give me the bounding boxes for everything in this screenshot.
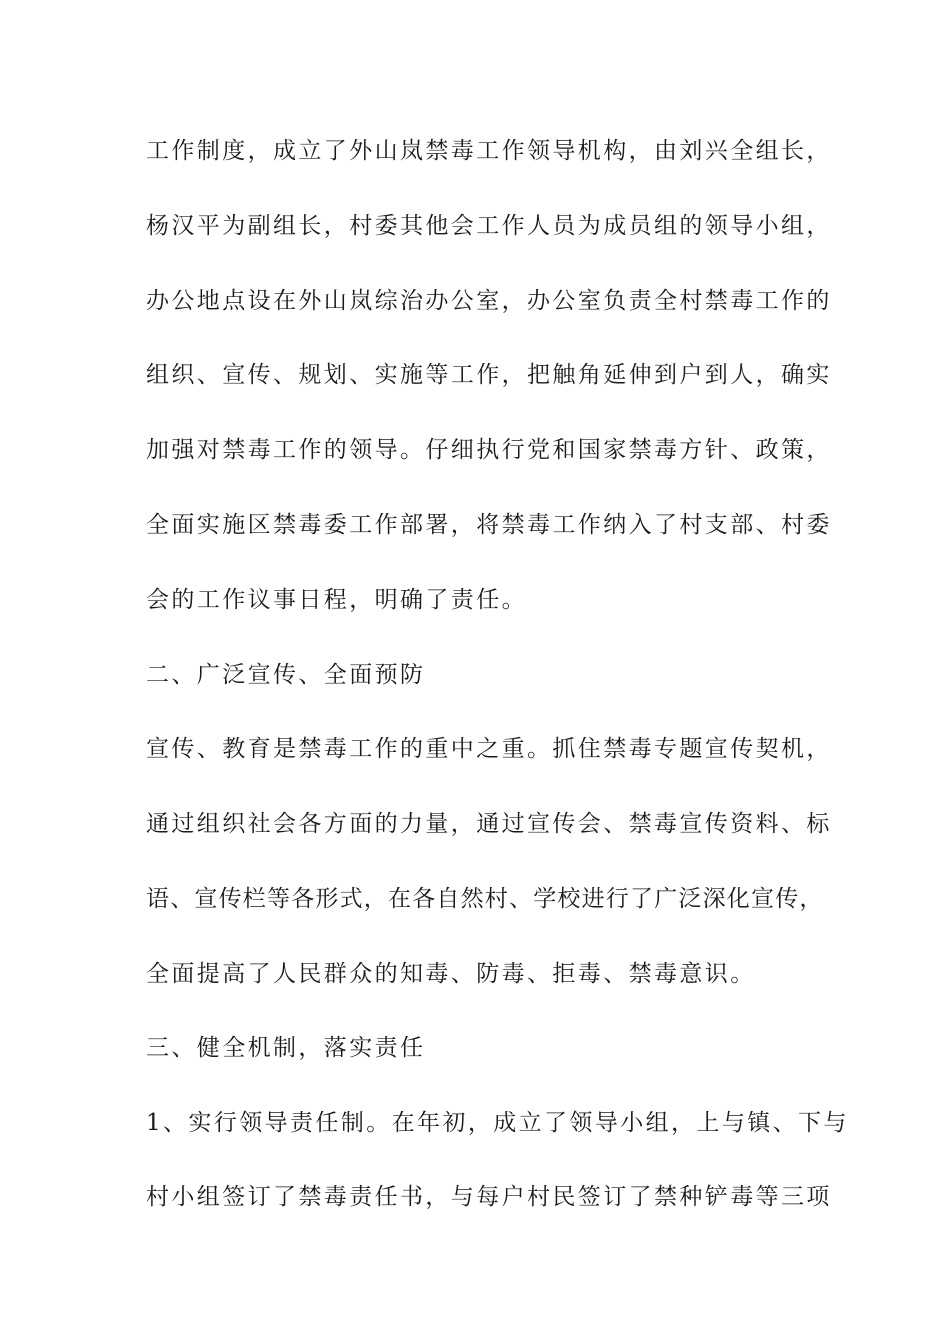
paragraph-line: 全面实施区禁毒委工作部署，将禁毒工作纳入了村支部、村委 (146, 512, 832, 538)
paragraph-line: 办公地点设在外山岚综治办公室，办公室负责全村禁毒工作的 (146, 288, 832, 314)
paragraph-line: 1、实行领导责任制。在年初，成立了领导小组，上与镇、下与 (146, 1110, 849, 1136)
paragraph-line: 宣传、教育是禁毒工作的重中之重。抓住禁毒专题宣传契机， (146, 736, 832, 762)
paragraph-line: 村小组签订了禁毒责任书，与每户村民签订了禁种铲毒等三项 (146, 1184, 832, 1210)
paragraph-line: 全面提高了人民群众的知毒、防毒、拒毒、禁毒意识。 (146, 961, 756, 987)
paragraph-line: 会的工作议事日程，明确了责任。 (146, 587, 527, 613)
section-heading: 三、健全机制，落实责任 (146, 1035, 426, 1061)
paragraph-line: 组织、宣传、规划、实施等工作，把触角延伸到户到人，确实 (146, 362, 832, 388)
paragraph-line: 杨汉平为副组长，村委其他会工作人员为成员组的领导小组， (146, 213, 832, 239)
paragraph-line: 语、宣传栏等各形式，在各自然村、学校进行了广泛深化宣传， (146, 886, 824, 912)
paragraph-line: 加强对禁毒工作的领导。仔细执行党和国家禁毒方针、政策， (146, 437, 832, 463)
section-heading: 二、广泛宣传、全面预防 (146, 662, 426, 688)
paragraph-line: 通过组织社会各方面的力量，通过宣传会、禁毒宣传资料、标 (146, 811, 832, 837)
paragraph-line: 工作制度，成立了外山岚禁毒工作领导机构，由刘兴全组长， (146, 138, 832, 164)
